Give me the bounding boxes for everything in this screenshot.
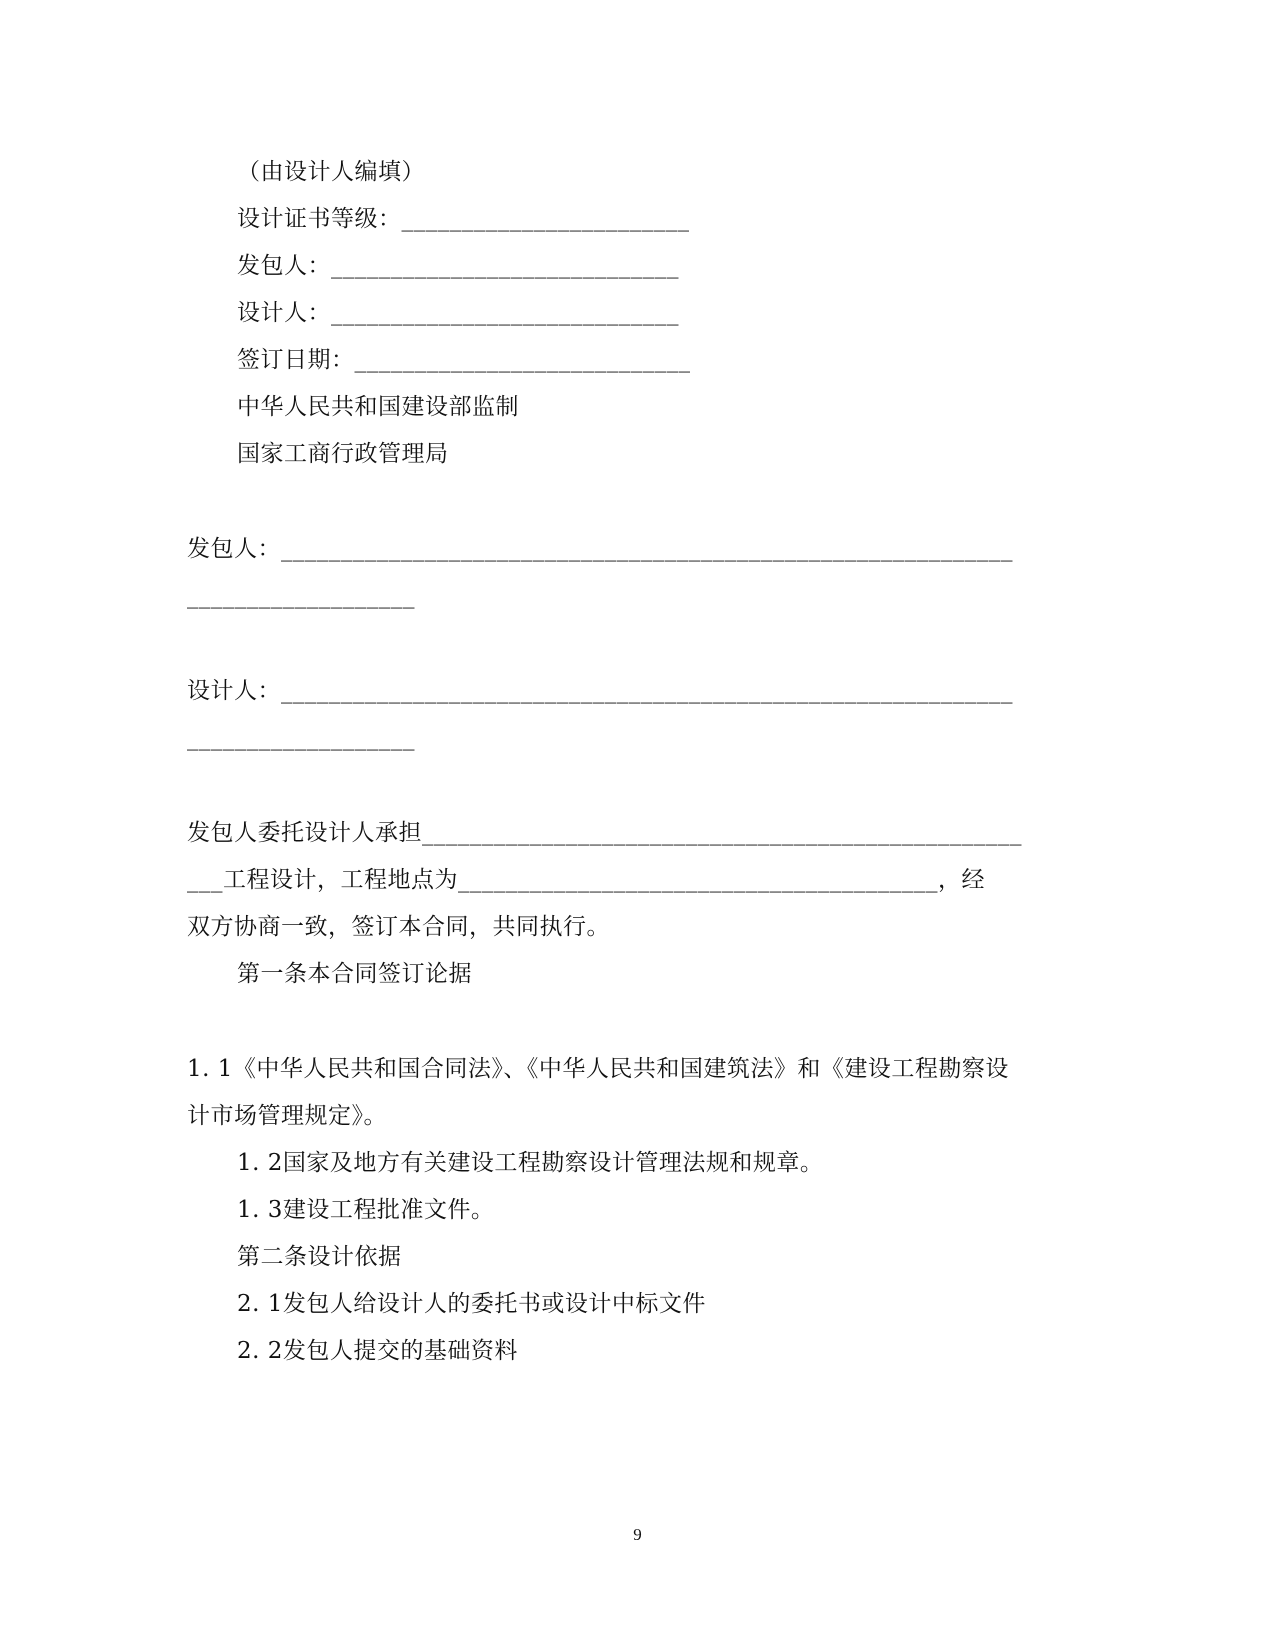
cover-designer-field: 设计人：_____________________________	[237, 300, 679, 326]
employer-field-line2: ___________________	[187, 583, 415, 609]
page-number: 9	[633, 1525, 642, 1544]
item-2-2: 2. 2发包人提交的基础资料	[237, 1338, 518, 1364]
article-1-title: 第一条本合同签订论据	[237, 961, 472, 987]
employer-field-line1: 发包人：_____________________________________________________________	[187, 536, 1013, 562]
supervisor-ministry: 中华人民共和国建设部监制	[237, 394, 519, 420]
designer-field-line1: 设计人：_____________________________________________________________	[187, 678, 1013, 704]
item-1-1-line2: 计市场管理规定》。	[187, 1103, 387, 1129]
preamble-line1: 发包人委托设计人承担__________________________________________________	[187, 820, 1022, 846]
preamble-line3: 双方协商一致，签订本合同，共同执行。	[187, 914, 610, 940]
item-1-1-line1: 1. 1《中华人民共和国合同法》、《中华人民共和国建筑法》和《建设工程勘察设	[187, 1056, 1009, 1082]
cert-level-field: 设计证书等级：________________________	[237, 206, 690, 232]
designer-field-line2: ___________________	[187, 725, 415, 751]
item-1-2: 1. 2国家及地方有关建设工程勘察设计管理法规和规章。	[237, 1150, 824, 1176]
cover-employer-field: 发包人：_____________________________	[237, 253, 679, 279]
preamble-line2: ___工程设计，工程地点为________________________________________，经	[187, 867, 985, 893]
article-2-title: 第二条设计依据	[237, 1244, 402, 1270]
filled-by-designer-note: （由设计人编填）	[237, 159, 425, 185]
item-1-3: 1. 3建设工程批准文件。	[237, 1197, 495, 1223]
supervisor-bureau: 国家工商行政管理局	[237, 441, 449, 467]
sign-date-field: 签订日期：____________________________	[237, 347, 691, 373]
item-2-1: 2. 1发包人给设计人的委托书或设计中标文件	[237, 1291, 706, 1317]
